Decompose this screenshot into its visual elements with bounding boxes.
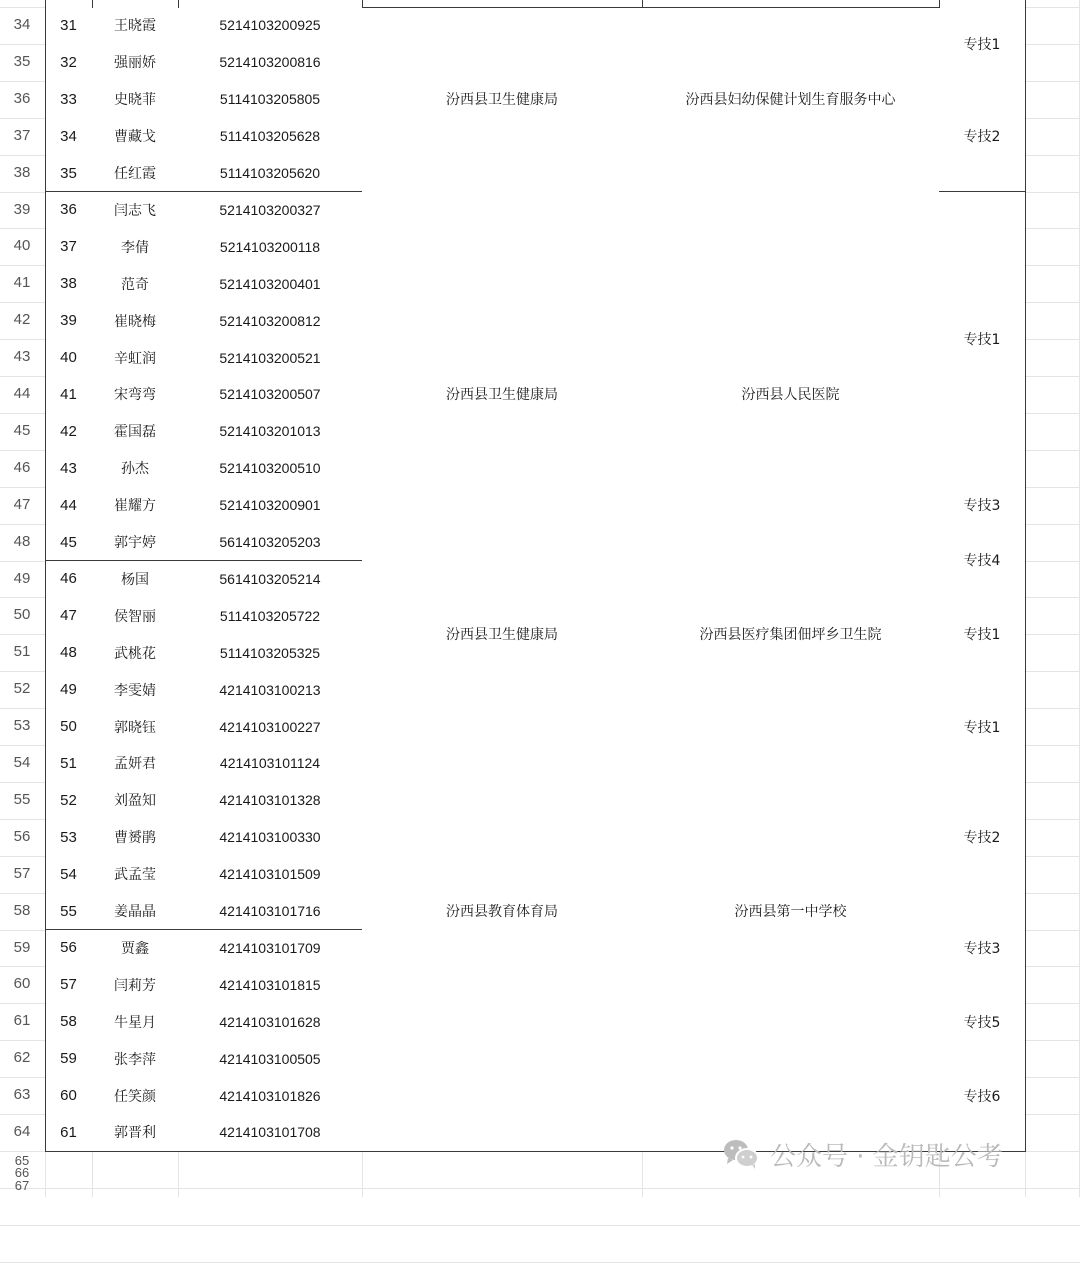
row-header[interactable]: 41 xyxy=(13,274,31,292)
watermark-text: 公众号 · 金钥匙公考 xyxy=(770,1141,1003,1172)
name-cell[interactable]: 牛星月 xyxy=(92,1003,179,1041)
name-cell[interactable]: 崔耀方 xyxy=(92,487,179,525)
exam-id-cell[interactable]: 5214103200816 xyxy=(178,44,363,82)
department-cell[interactable]: 汾西县卫生健康局 xyxy=(362,597,643,672)
name-cell[interactable]: 郭宇婷 xyxy=(92,524,179,562)
seq-cell[interactable]: 58 xyxy=(45,1003,93,1041)
name-cell[interactable]: 张李萍 xyxy=(92,1040,179,1078)
seq-cell[interactable]: 57 xyxy=(45,966,93,1004)
table-border xyxy=(178,0,179,8)
seq-cell[interactable]: 34 xyxy=(45,118,93,156)
row-header[interactable]: 49 xyxy=(13,569,31,587)
name-cell[interactable]: 孟妍君 xyxy=(92,745,179,783)
name-cell[interactable]: 李倩 xyxy=(92,228,179,266)
row-header[interactable]: 43 xyxy=(13,348,31,366)
exam-id-cell[interactable]: 5114103205325 xyxy=(178,634,363,672)
name-cell[interactable]: 李雯婧 xyxy=(92,671,179,709)
unit-cell[interactable]: 汾西县妇幼保健计划生育服务中心 xyxy=(642,7,940,193)
row-header[interactable]: 63 xyxy=(13,1086,31,1104)
row-header[interactable]: 56 xyxy=(13,827,31,845)
grid-line xyxy=(0,1225,1080,1226)
name-cell[interactable]: 闫志飞 xyxy=(92,192,179,230)
position-cell[interactable]: 专技1 xyxy=(939,597,1026,672)
row-header[interactable]: 46 xyxy=(13,458,31,476)
row-header[interactable]: 54 xyxy=(13,754,31,771)
name-cell[interactable]: 郭晓钰 xyxy=(92,708,179,746)
exam-id-cell[interactable]: 5214103200812 xyxy=(178,302,363,340)
row-header[interactable]: 36 xyxy=(13,89,31,107)
row-header[interactable]: 42 xyxy=(13,311,31,329)
exam-id-cell[interactable]: 5214103200327 xyxy=(178,192,363,230)
name-cell[interactable]: 辛虹润 xyxy=(92,339,179,377)
row-header[interactable]: 57 xyxy=(13,864,31,882)
seq-cell[interactable]: 46 xyxy=(45,561,93,599)
seq-cell[interactable]: 35 xyxy=(45,155,93,193)
position-cell[interactable]: 专技4 xyxy=(939,524,1026,599)
row-header[interactable]: 35 xyxy=(13,52,31,70)
unit-cell[interactable]: 汾西县医疗集团佃坪乡卫生院 xyxy=(642,597,940,672)
exam-id-cell[interactable]: 4214103101328 xyxy=(178,782,363,820)
row-header[interactable]: 61 xyxy=(13,1012,31,1030)
department-cell[interactable]: 汾西县卫生健康局 xyxy=(362,192,643,599)
exam-id-cell[interactable]: 4214103100213 xyxy=(178,671,363,709)
row-header[interactable]: 50 xyxy=(13,606,31,624)
name-cell[interactable]: 孙杰 xyxy=(92,450,179,488)
exam-id-cell[interactable]: 4214103100330 xyxy=(178,819,363,857)
table-border xyxy=(1025,0,1026,8)
seq-cell[interactable]: 55 xyxy=(45,893,93,931)
seq-cell[interactable]: 50 xyxy=(45,708,93,746)
name-cell[interactable]: 任红霞 xyxy=(92,155,179,193)
row-header[interactable]: 34 xyxy=(13,16,31,33)
position-cell[interactable]: 专技2 xyxy=(939,782,1026,894)
seq-cell[interactable]: 47 xyxy=(45,597,93,635)
seq-cell[interactable]: 38 xyxy=(45,265,93,303)
seq-cell[interactable]: 56 xyxy=(45,930,93,968)
name-cell[interactable]: 贾鑫 xyxy=(92,930,179,968)
seq-cell[interactable]: 45 xyxy=(45,524,93,562)
exam-id-cell[interactable]: 4214103101716 xyxy=(178,893,363,931)
name-cell[interactable]: 范奇 xyxy=(92,265,179,303)
name-cell[interactable]: 王晓霞 xyxy=(92,7,179,45)
name-cell[interactable]: 史晓菲 xyxy=(92,81,179,119)
exam-id-cell[interactable]: 4214103100505 xyxy=(178,1040,363,1078)
row-header[interactable]: 39 xyxy=(13,200,31,218)
department-cell[interactable]: 汾西县卫生健康局 xyxy=(362,7,643,193)
department-cell[interactable]: 汾西县教育体育局 xyxy=(362,671,643,1152)
name-cell[interactable]: 姜晶晶 xyxy=(92,893,179,931)
position-cell[interactable]: 专技1 xyxy=(939,192,1026,488)
seq-cell[interactable]: 60 xyxy=(45,1077,93,1115)
exam-id-cell[interactable]: 5114103205628 xyxy=(178,118,363,156)
exam-id-cell[interactable]: 5214103200510 xyxy=(178,450,363,488)
table-border xyxy=(939,0,940,8)
seq-cell[interactable]: 36 xyxy=(45,192,93,230)
exam-id-cell[interactable]: 4214103101628 xyxy=(178,1003,363,1041)
exam-id-cell[interactable]: 5214103200521 xyxy=(178,339,363,377)
row-header[interactable]: 45 xyxy=(13,421,31,439)
row-header[interactable]: 37 xyxy=(13,126,31,144)
seq-cell[interactable]: 49 xyxy=(45,671,93,709)
row-header[interactable]: 38 xyxy=(13,163,31,181)
position-cell[interactable]: 专技2 xyxy=(939,81,1026,193)
exam-id-cell[interactable]: 5214103200401 xyxy=(178,265,363,303)
name-cell[interactable]: 强丽娇 xyxy=(92,44,179,82)
exam-id-cell[interactable]: 5214103200901 xyxy=(178,487,363,525)
seq-cell[interactable]: 39 xyxy=(45,302,93,340)
name-cell[interactable]: 杨国 xyxy=(92,561,179,599)
position-cell[interactable]: 专技1 xyxy=(939,671,1026,783)
row-header[interactable]: 67 xyxy=(14,1177,30,1193)
seq-cell[interactable]: 53 xyxy=(45,819,93,857)
name-cell[interactable]: 刘盈知 xyxy=(92,782,179,820)
seq-cell[interactable]: 52 xyxy=(45,782,93,820)
exam-id-cell[interactable]: 4214103101815 xyxy=(178,966,363,1004)
exam-id-cell[interactable]: 5214103200118 xyxy=(178,228,363,266)
exam-id-cell[interactable]: 5114103205805 xyxy=(178,81,363,119)
name-cell[interactable]: 武桃花 xyxy=(92,634,179,672)
exam-id-cell[interactable]: 5214103200925 xyxy=(178,7,363,45)
name-cell[interactable]: 崔晓梅 xyxy=(92,302,179,340)
table-top-border xyxy=(362,7,939,8)
exam-id-cell[interactable]: 4214103101709 xyxy=(178,930,363,968)
seq-cell[interactable]: 61 xyxy=(45,1114,93,1152)
exam-id-cell[interactable]: 5614103205203 xyxy=(178,524,363,562)
exam-id-cell[interactable]: 5614103205214 xyxy=(178,561,363,599)
grid-line xyxy=(0,1188,1080,1189)
seq-cell[interactable]: 42 xyxy=(45,413,93,451)
exam-id-cell[interactable]: 4214103101826 xyxy=(178,1077,363,1115)
wechat-icon xyxy=(722,1138,760,1170)
seq-cell[interactable]: 44 xyxy=(45,487,93,525)
seq-cell[interactable]: 40 xyxy=(45,339,93,377)
name-cell[interactable]: 曹藏戈 xyxy=(92,118,179,156)
name-cell[interactable]: 宋弯弯 xyxy=(92,376,179,414)
seq-cell[interactable]: 33 xyxy=(45,81,93,119)
watermark xyxy=(722,1134,1003,1174)
exam-id-cell[interactable]: 5114103205620 xyxy=(178,155,363,193)
name-cell[interactable]: 郭晋利 xyxy=(92,1114,179,1152)
row-header[interactable]: 51 xyxy=(13,643,31,661)
position-cell[interactable]: 专技6 xyxy=(939,1040,1026,1152)
seq-cell[interactable]: 41 xyxy=(45,376,93,414)
exam-id-cell[interactable]: 5114103205722 xyxy=(178,597,363,635)
row-header[interactable]: 66 xyxy=(14,1165,30,1181)
row-header[interactable]: 48 xyxy=(13,532,31,550)
exam-id-cell[interactable]: 5214103201013 xyxy=(178,413,363,451)
row-header[interactable]: 53 xyxy=(13,717,31,735)
seq-cell[interactable]: 43 xyxy=(45,450,93,488)
row-header[interactable]: 58 xyxy=(13,901,31,919)
row-header[interactable]: 47 xyxy=(13,495,31,513)
row-header[interactable]: 52 xyxy=(13,680,31,698)
seq-cell[interactable]: 32 xyxy=(45,44,93,82)
position-cell[interactable]: 专技5 xyxy=(939,1003,1026,1041)
row-header[interactable]: 65 xyxy=(14,1152,30,1168)
unit-cell[interactable]: 汾西县第一中学校 xyxy=(642,671,940,1152)
seq-cell[interactable]: 37 xyxy=(45,228,93,266)
table-border xyxy=(92,0,93,8)
row-header[interactable]: 44 xyxy=(13,385,31,402)
exam-id-cell[interactable]: 5214103200507 xyxy=(178,376,363,414)
grid-line xyxy=(0,1262,1080,1263)
seq-cell[interactable]: 54 xyxy=(45,856,93,894)
name-cell[interactable]: 霍国磊 xyxy=(92,413,179,451)
row-header[interactable]: 60 xyxy=(13,975,31,993)
position-cell[interactable]: 专技3 xyxy=(939,487,1026,525)
name-cell[interactable]: 曹赟鹃 xyxy=(92,819,179,857)
row-header[interactable]: 59 xyxy=(13,938,31,956)
seq-cell[interactable]: 48 xyxy=(45,634,93,672)
name-cell[interactable]: 闫莉芳 xyxy=(92,966,179,1004)
name-cell[interactable]: 武孟莹 xyxy=(92,856,179,894)
table-left-border xyxy=(45,0,46,1151)
exam-id-cell[interactable]: 4214103100227 xyxy=(178,708,363,746)
exam-id-cell[interactable]: 4214103101509 xyxy=(178,856,363,894)
seq-cell[interactable]: 31 xyxy=(45,7,93,45)
row-header[interactable]: 55 xyxy=(13,790,31,808)
seq-cell[interactable]: 59 xyxy=(45,1040,93,1078)
row-header[interactable]: 40 xyxy=(13,237,31,255)
seq-cell[interactable]: 51 xyxy=(45,745,93,783)
position-cell[interactable]: 专技3 xyxy=(939,893,1026,1005)
row-header[interactable]: 64 xyxy=(13,1123,31,1140)
position-cell[interactable]: 专技1 xyxy=(939,7,1026,82)
row-header[interactable]: 62 xyxy=(13,1049,31,1067)
name-cell[interactable]: 侯智丽 xyxy=(92,597,179,635)
exam-id-cell[interactable]: 4214103101708 xyxy=(178,1114,363,1152)
unit-cell[interactable]: 汾西县人民医院 xyxy=(642,192,940,599)
exam-id-cell[interactable]: 4214103101124 xyxy=(178,745,363,783)
name-cell[interactable]: 任笑颜 xyxy=(92,1077,179,1115)
